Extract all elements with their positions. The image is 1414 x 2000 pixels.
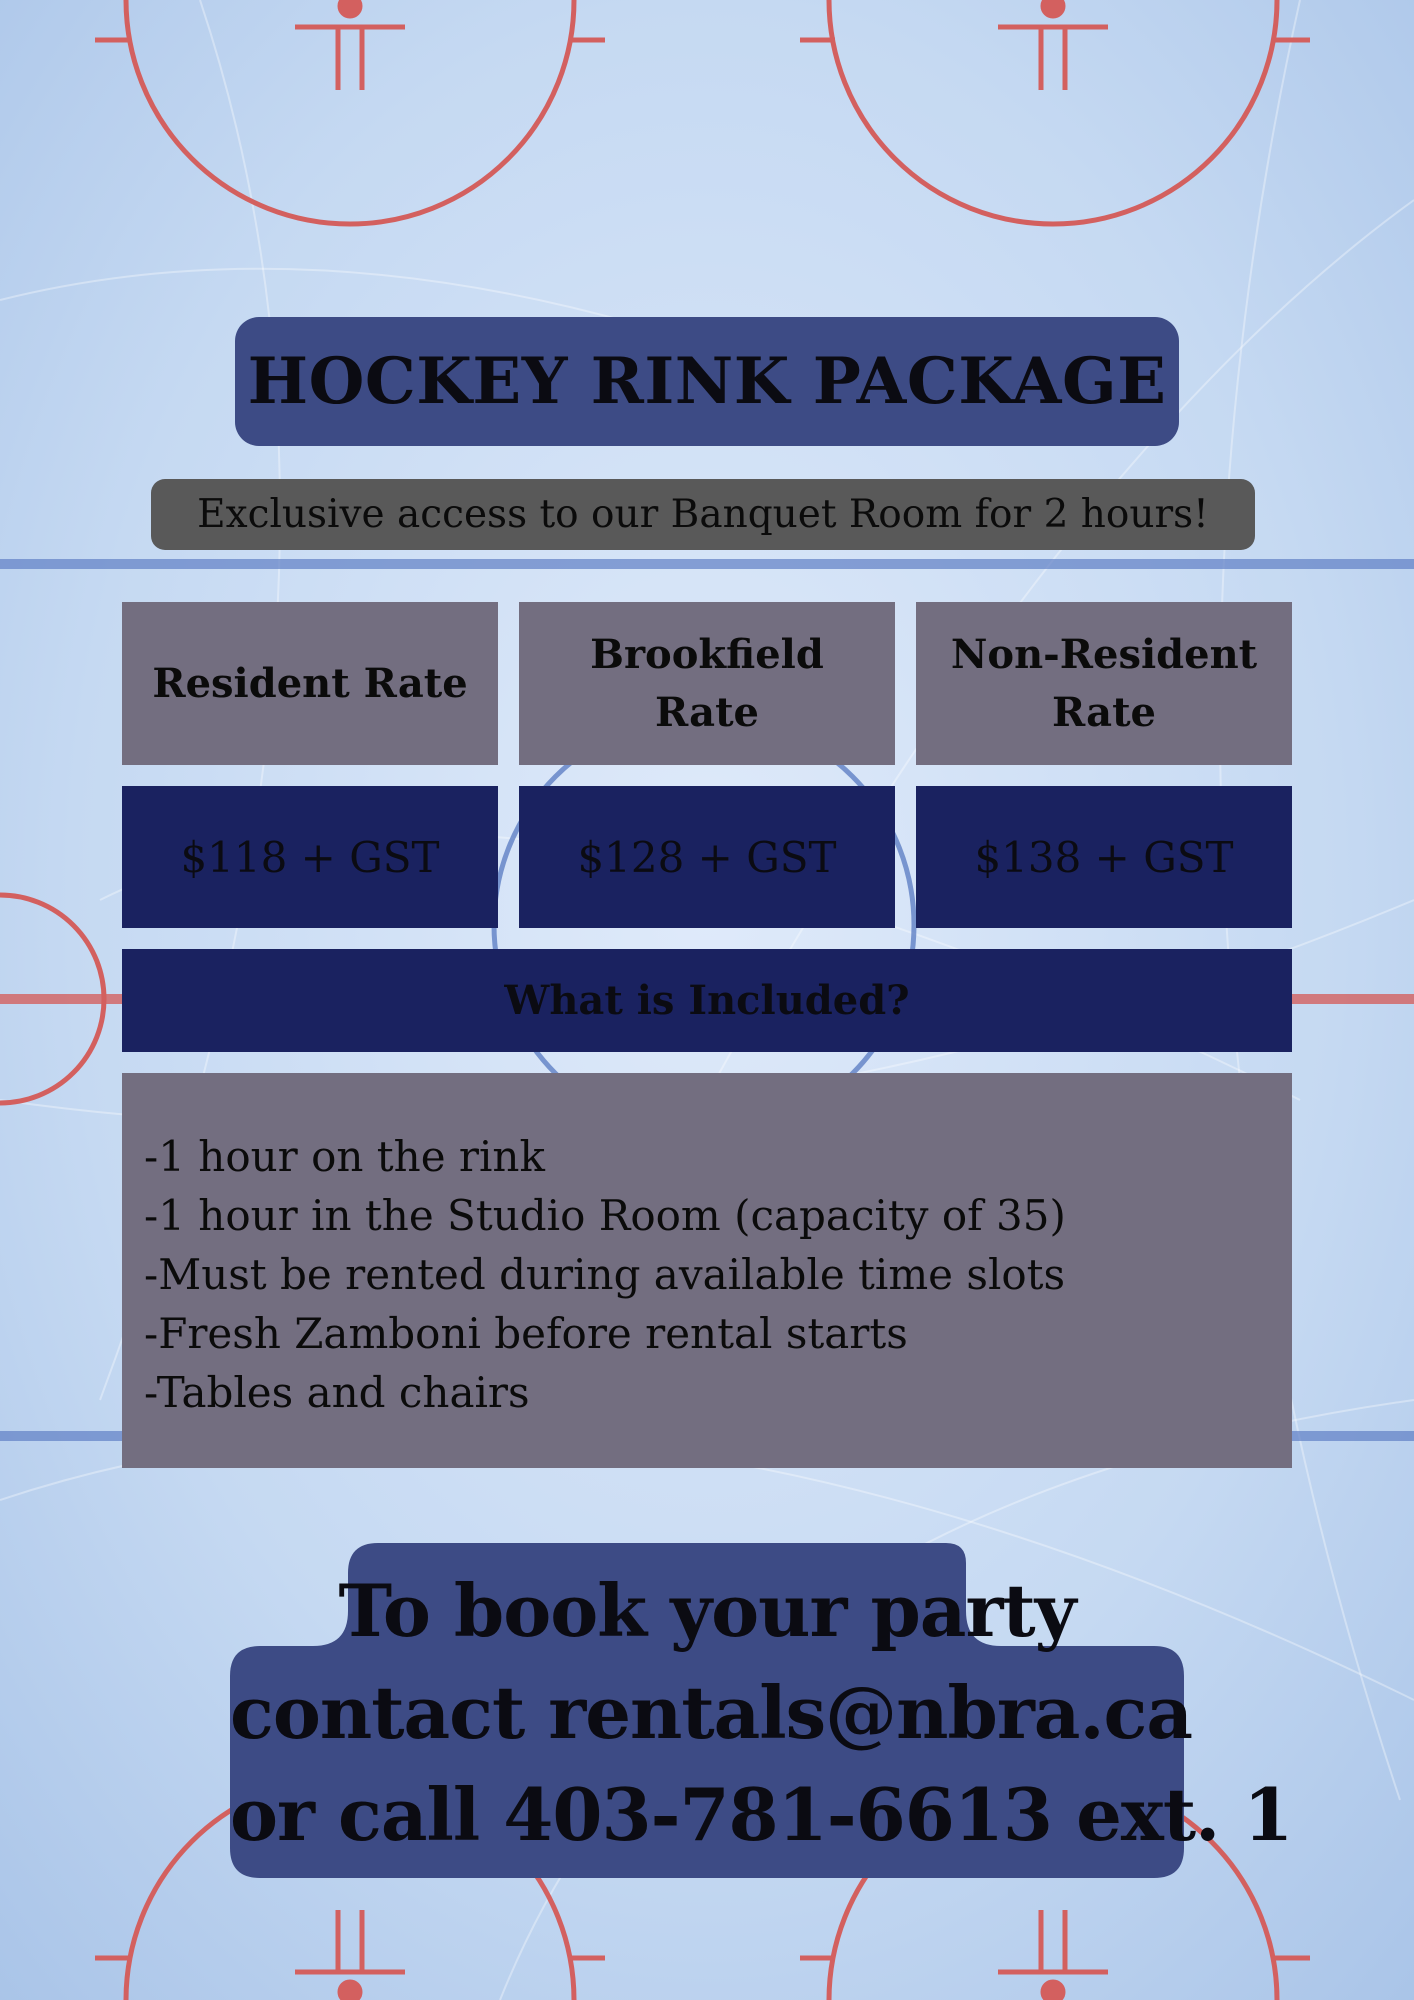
included-list bbox=[144, 1127, 1292, 1422]
subtitle-banner: Exclusive access to our Banquet Room for 2 hours! bbox=[151, 479, 1255, 550]
included-heading: What is Included? bbox=[122, 949, 1292, 1052]
price-brookfield: $128 + GST bbox=[519, 786, 895, 928]
rate-header-non-resident: Non-Resident Rate bbox=[916, 602, 1292, 765]
price-non-resident: $138 + GST bbox=[916, 786, 1292, 928]
included-panel bbox=[122, 1073, 1292, 1468]
booking-callout bbox=[230, 1560, 1293, 1866]
rate-header-brookfield: Brookfield Rate bbox=[519, 602, 895, 765]
page-title: HOCKEY RINK PACKAGE bbox=[235, 317, 1179, 446]
price-resident: $118 + GST bbox=[122, 786, 498, 928]
rate-header-resident: Resident Rate bbox=[122, 602, 498, 765]
list-item: -1 hour in the Studio Room (capacity of 35) bbox=[144, 1191, 1066, 1240]
list-item: -Must be rented during available time slots bbox=[144, 1250, 1066, 1299]
list-item: -1 hour on the rink bbox=[144, 1132, 545, 1181]
booking-contact-email: contact rentals@nbra.ca bbox=[230, 1670, 1193, 1755]
list-item: -Tables and chairs bbox=[144, 1368, 530, 1417]
list-item: -Fresh Zamboni before rental starts bbox=[144, 1309, 908, 1358]
booking-phone: or call 403-781-6613 ext. 1 bbox=[230, 1772, 1293, 1857]
booking-line-1: To book your party bbox=[338, 1568, 1076, 1653]
